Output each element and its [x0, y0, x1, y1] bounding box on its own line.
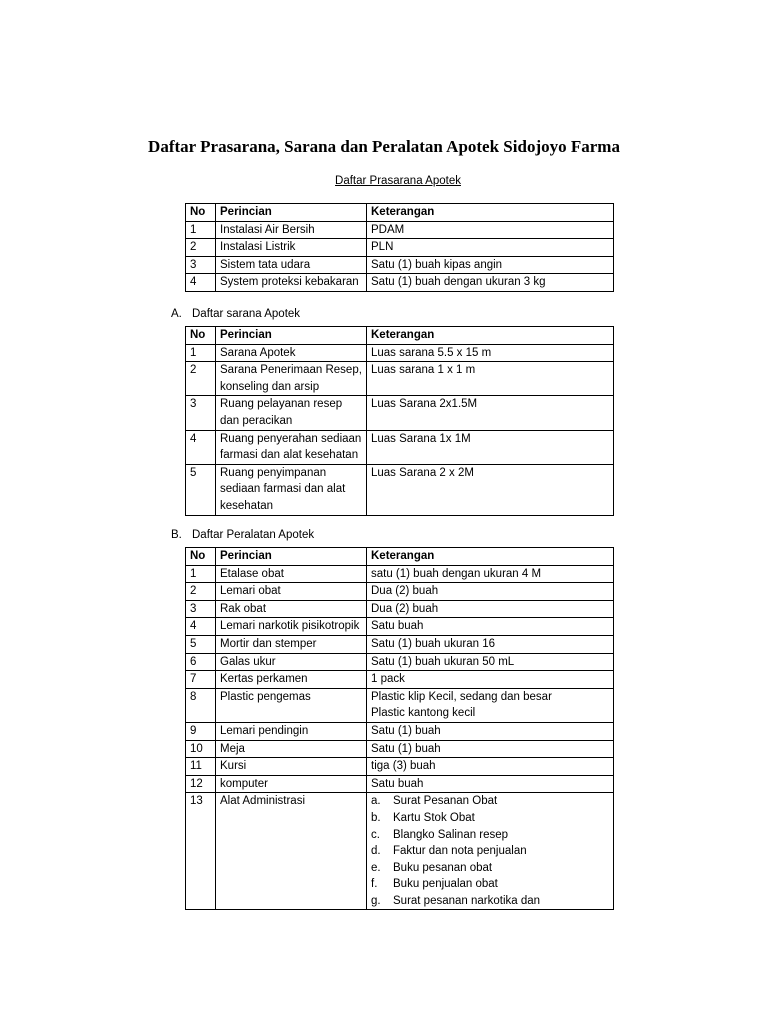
row-perincian: Plastic pengemas [216, 688, 367, 722]
list-item-text: Surat Pesanan Obat [393, 795, 498, 808]
table-row [186, 758, 614, 776]
prasarana-heading: Daftar Prasarana Apotek [335, 175, 461, 187]
column-header: No [186, 548, 216, 566]
row-keterangan: Luas sarana 1 x 1 m [367, 362, 614, 396]
row-number: 3 [186, 256, 216, 274]
row-perincian: Sarana Apotek [216, 344, 367, 362]
column-header: Perincian [216, 548, 367, 566]
sarana-heading [171, 308, 300, 320]
table-row [186, 274, 614, 292]
list-marker: a. [371, 795, 381, 808]
row-perincian: Kursi [216, 758, 367, 776]
row-perincian: komputer [216, 775, 367, 793]
table-row [186, 618, 614, 636]
table-row [186, 396, 614, 430]
peralatan-heading-text: Daftar Peralatan Apotek [192, 529, 315, 541]
keterangan-line: Plastic klip Kecil, sedang dan besar [371, 690, 552, 703]
table-row [186, 635, 614, 653]
row-keterangan: Satu (1) buah [367, 740, 614, 758]
row-number: 8 [186, 688, 216, 722]
table-header-row [186, 327, 614, 345]
list-marker: c. [371, 828, 380, 841]
row-perincian: Sarana Penerimaan Resep, konseling dan arsip [216, 362, 367, 396]
keterangan-line: Plastic kantong kecil [371, 707, 476, 720]
row-keterangan: PLN [367, 239, 614, 257]
row-keterangan: Luas Sarana 2 x 2M [367, 464, 614, 515]
list-marker: g. [371, 894, 381, 907]
row-keterangan: Luas sarana 5.5 x 15 m [367, 344, 614, 362]
table-row [186, 688, 614, 722]
table-row [186, 464, 614, 515]
list-item-text: Surat pesanan narkotika dan [393, 894, 541, 907]
row-number: 10 [186, 740, 216, 758]
row-keterangan [367, 793, 614, 910]
list-item-text: Faktur dan nota penjualan [393, 845, 527, 858]
row-keterangan: tiga (3) buah [367, 758, 614, 776]
table-header-row [186, 204, 614, 222]
peralatan-table [185, 547, 614, 910]
list-item-text: Buku penjualan obat [393, 878, 498, 891]
row-keterangan: 1 pack [367, 671, 614, 689]
column-header: No [186, 204, 216, 222]
list-marker: b. [371, 811, 381, 824]
row-perincian: Ruang penyerahan sediaan farmasi dan alat kesehatan [216, 430, 367, 464]
keterangan-list-item [371, 893, 609, 910]
peralatan-letter: B. [171, 529, 182, 541]
row-perincian: Mortir dan stemper [216, 635, 367, 653]
row-perincian: Galas ukur [216, 653, 367, 671]
table-header-row [186, 548, 614, 566]
row-keterangan: Dua (2) buah [367, 583, 614, 601]
column-header: Keterangan [367, 548, 614, 566]
row-keterangan: Satu (1) buah [367, 722, 614, 740]
keterangan-list-item [371, 827, 609, 844]
list-marker: e. [371, 861, 381, 874]
row-perincian: Rak obat [216, 600, 367, 618]
row-perincian: Instalasi Listrik [216, 239, 367, 257]
row-keterangan: Dua (2) buah [367, 600, 614, 618]
row-number: 13 [186, 793, 216, 910]
row-keterangan: Satu buah [367, 618, 614, 636]
sarana-table [185, 326, 614, 516]
row-keterangan: Satu (1) buah ukuran 50 mL [367, 653, 614, 671]
sarana-heading-text: Daftar sarana Apotek [192, 308, 301, 320]
row-number: 6 [186, 653, 216, 671]
row-keterangan: Satu buah [367, 775, 614, 793]
row-number: 1 [186, 344, 216, 362]
column-header: Perincian [216, 204, 367, 222]
column-header: Perincian [216, 327, 367, 345]
row-perincian: Kertas perkamen [216, 671, 367, 689]
row-keterangan: Satu (1) buah dengan ukuran 3 kg [367, 274, 614, 292]
row-number: 5 [186, 635, 216, 653]
table-row [186, 671, 614, 689]
table-row [186, 239, 614, 257]
row-keterangan: Luas Sarana 1x 1M [367, 430, 614, 464]
table-row [186, 344, 614, 362]
row-number: 4 [186, 618, 216, 636]
table-row [186, 653, 614, 671]
row-keterangan [367, 688, 614, 722]
row-number: 5 [186, 464, 216, 515]
table-row [186, 221, 614, 239]
row-number: 12 [186, 775, 216, 793]
row-perincian: Lemari pendingin [216, 722, 367, 740]
prasarana-table [185, 203, 614, 292]
table-row [186, 793, 614, 910]
column-header: Keterangan [367, 204, 614, 222]
row-perincian: Lemari narkotik pisikotropik [216, 618, 367, 636]
row-number: 2 [186, 362, 216, 396]
table-row [186, 583, 614, 601]
peralatan-heading [171, 529, 314, 541]
row-perincian: Ruang penyimpanan sediaan farmasi dan alat kesehatan [216, 464, 367, 515]
row-keterangan: Satu (1) buah ukuran 16 [367, 635, 614, 653]
keterangan-list [371, 793, 609, 909]
row-perincian: Ruang pelayanan resep dan peracikan [216, 396, 367, 430]
sarana-letter: A. [171, 308, 182, 320]
row-perincian: System proteksi kebakaran [216, 274, 367, 292]
table-row [186, 600, 614, 618]
table-row [186, 565, 614, 583]
row-number: 7 [186, 671, 216, 689]
row-keterangan: Luas Sarana 2x1.5M [367, 396, 614, 430]
list-item-text: Buku pesanan obat [393, 861, 493, 874]
row-number: 4 [186, 430, 216, 464]
row-keterangan: PDAM [367, 221, 614, 239]
table-row [186, 256, 614, 274]
row-keterangan: satu (1) buah dengan ukuran 4 M [367, 565, 614, 583]
row-number: 11 [186, 758, 216, 776]
row-number: 9 [186, 722, 216, 740]
row-number: 2 [186, 239, 216, 257]
keterangan-list-item [371, 843, 609, 860]
page-title: Daftar Prasarana, Sarana dan Peralatan Apotek Sidojoyo Farma [148, 137, 620, 156]
row-perincian: Instalasi Air Bersih [216, 221, 367, 239]
row-number: 4 [186, 274, 216, 292]
keterangan-list-item [371, 793, 609, 810]
table-row [186, 740, 614, 758]
row-perincian: Lemari obat [216, 583, 367, 601]
list-marker: d. [371, 845, 381, 858]
row-keterangan: Satu (1) buah kipas angin [367, 256, 614, 274]
list-item-text: Blangko Salinan resep [393, 828, 509, 841]
row-perincian: Etalase obat [216, 565, 367, 583]
table-row [186, 722, 614, 740]
row-number: 2 [186, 583, 216, 601]
column-header: Keterangan [367, 327, 614, 345]
row-perincian: Sistem tata udara [216, 256, 367, 274]
row-number: 3 [186, 396, 216, 430]
row-number: 3 [186, 600, 216, 618]
column-header: No [186, 327, 216, 345]
row-number: 1 [186, 221, 216, 239]
table-row [186, 430, 614, 464]
row-perincian: Alat Administrasi [216, 793, 367, 910]
keterangan-list-item [371, 860, 609, 877]
table-row [186, 775, 614, 793]
row-perincian: Meja [216, 740, 367, 758]
keterangan-list-item [371, 876, 609, 893]
list-item-text: Kartu Stok Obat [393, 811, 475, 824]
table-row [186, 362, 614, 396]
list-marker: f. [371, 878, 378, 891]
keterangan-list-item [371, 810, 609, 827]
row-number: 1 [186, 565, 216, 583]
